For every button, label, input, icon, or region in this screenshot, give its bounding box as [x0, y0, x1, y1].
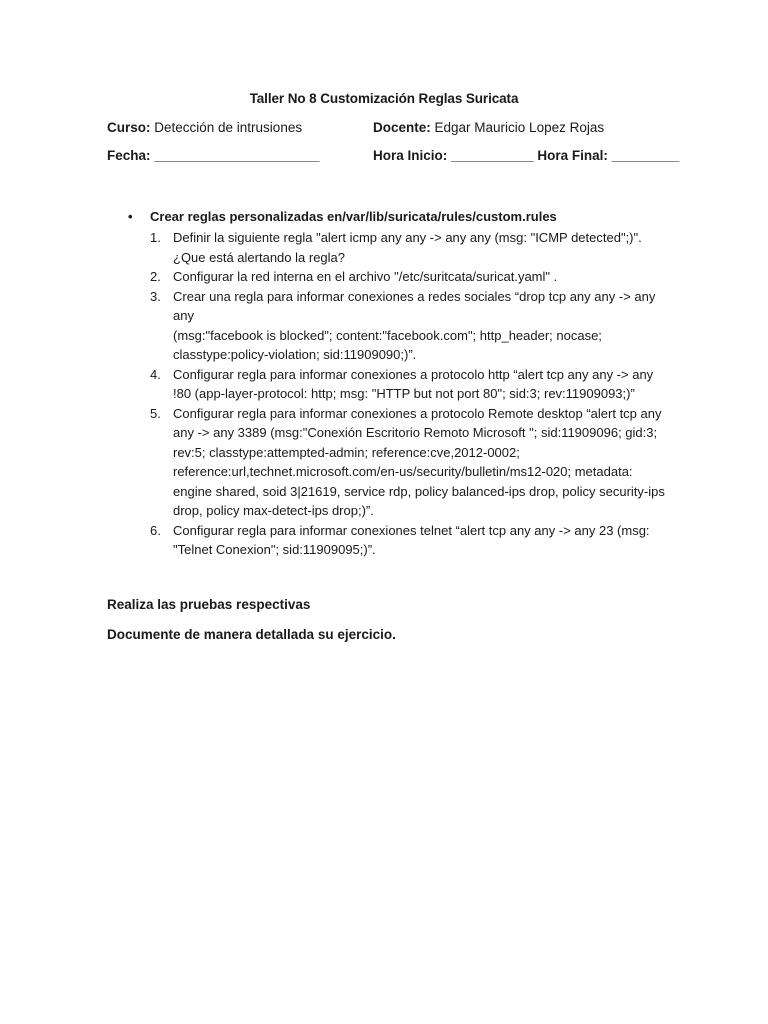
- step-text-line: reference:url,technet.microsoft.com/en-us/security/bulletin/ms12-020; metadata:: [173, 464, 633, 479]
- course-field: [107, 120, 302, 135]
- step-text-line: Configurar regla para informar conexiones telnet “alert tcp any any -> any 23 (msg:: [173, 522, 650, 538]
- documentation-instruction: Documente de manera detallada su ejercicio.: [107, 627, 396, 642]
- step-item: [128, 267, 668, 287]
- date-time-row: [107, 148, 680, 166]
- teacher-label: Docente:: [373, 120, 431, 135]
- step-item: [128, 287, 668, 365]
- task-list: [128, 209, 668, 560]
- step-text-line: Crear una regla para informar conexiones a redes sociales “drop tcp any any -> any any: [173, 288, 656, 323]
- step-text-line: Configurar regla para informar conexiones a protocolo Remote desktop “alert tcp any: [173, 405, 662, 421]
- document-title: Taller No 8 Customización Reglas Suricata: [249, 91, 519, 106]
- step-text-line: !80 (app-layer-protocol: http; msg: "HTTP but not port 80"; sid:3; rev:11909093;)”: [173, 386, 635, 401]
- step-text-line: drop, policy max-detect-ips drop;)”.: [173, 503, 374, 518]
- step-item: [128, 365, 668, 404]
- numbered-steps: [128, 228, 668, 560]
- step-number: 5.: [150, 405, 161, 421]
- step-number: 6.: [150, 522, 161, 538]
- step-item: [128, 228, 668, 267]
- step-number: 3.: [150, 288, 161, 304]
- bullet-heading: [128, 209, 668, 228]
- step-text-line: engine shared, soid 3|21619, service rdp, policy balanced-ips drop, policy security-ips: [173, 483, 665, 499]
- date-field: Fecha: ______________________: [107, 148, 320, 163]
- step-number: 1.: [150, 230, 161, 245]
- step-item: [128, 521, 668, 560]
- course-label: Curso:: [107, 120, 151, 135]
- teacher-field: [373, 120, 604, 135]
- bullet-icon: •: [128, 209, 133, 224]
- step-text-line: Definir la siguiente regla "alert icmp any any -> any any (msg: "ICMP detected";)".: [173, 230, 642, 245]
- step-text-line: rev:5; classtype:attempted-admin; reference:cve,2012-0002;: [173, 444, 520, 460]
- step-text-line: any -> any 3389 (msg:"Conexión Escritorio Remoto Microsoft "; sid:11909096; gid:3;: [173, 425, 658, 440]
- step-text-line: Configurar la red interna en el archivo "/etc/suritcata/suricat.yaml" .: [173, 269, 558, 284]
- teacher-value: Edgar Mauricio Lopez Rojas: [430, 120, 605, 135]
- step-text-line: "Telnet Conexion"; sid:11909095;)”.: [173, 542, 376, 557]
- step-text-line: ¿Que está alertando la regla?: [173, 249, 345, 265]
- step-item: [128, 404, 668, 521]
- step-number: 4.: [150, 366, 161, 382]
- course-value: Detección de intrusiones: [150, 120, 303, 135]
- step-text-line: classtype:policy-violation; sid:11909090;)”.: [173, 347, 417, 362]
- step-number: 2.: [150, 269, 161, 284]
- step-text-line: Configurar regla para informar conexiones a protocolo http “alert tcp any any -> any: [173, 366, 654, 382]
- bullet-heading-text: Crear reglas personalizadas en/var/lib/suricata/rules/custom.rules: [150, 209, 557, 224]
- time-fields: Hora Inicio: ___________ Hora Final: _________: [373, 148, 680, 163]
- tests-instruction: Realiza las pruebas respectivas: [107, 597, 311, 612]
- course-teacher-row: [107, 120, 667, 138]
- step-text-line: (msg:"facebook is blocked"; content:"facebook.com"; http_header; nocase;: [173, 327, 602, 343]
